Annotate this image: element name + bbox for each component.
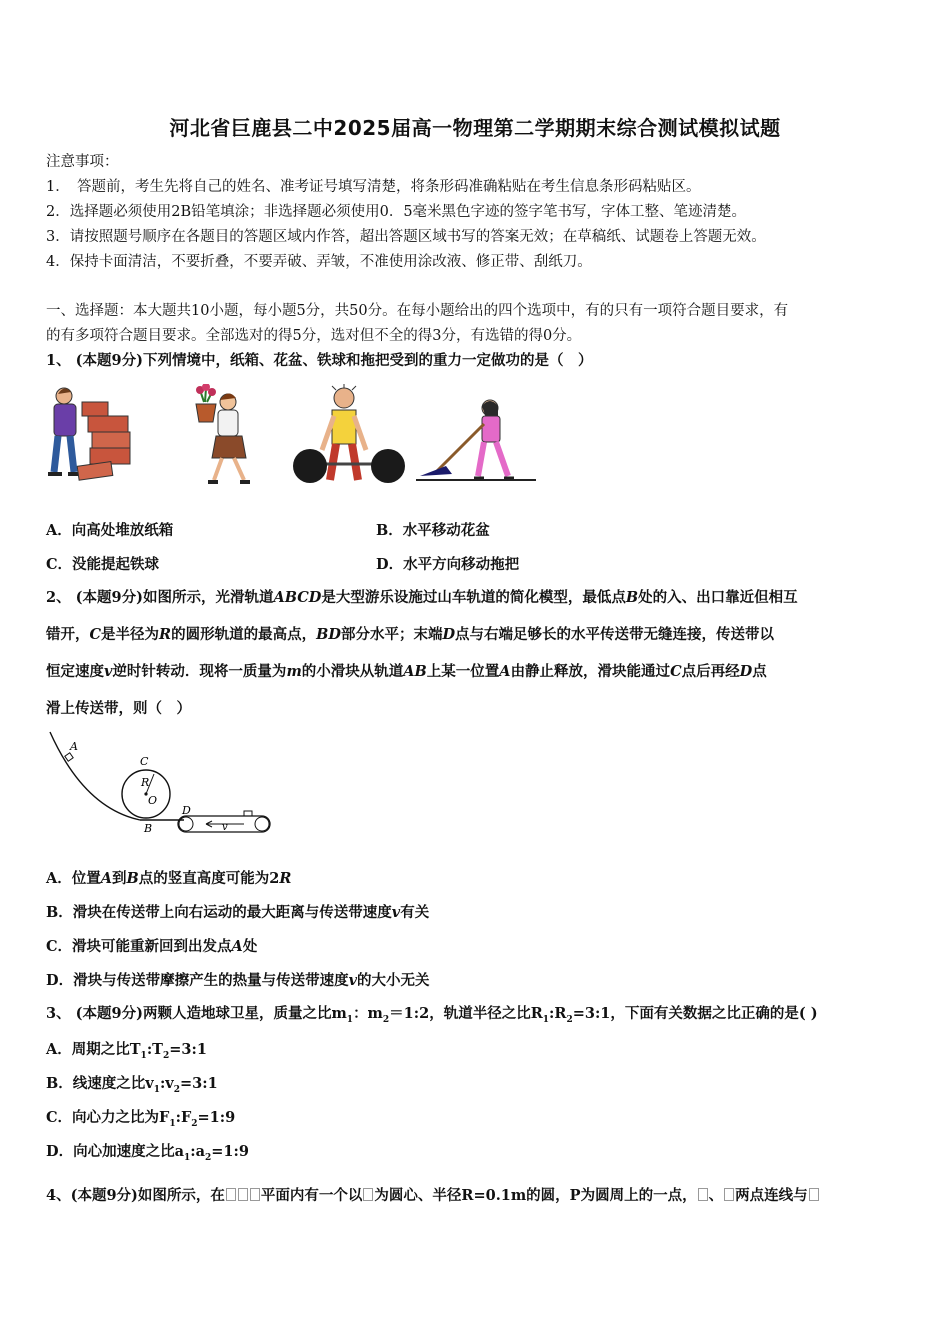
flower-pot-scene-icon bbox=[196, 384, 250, 482]
q1-option-a[interactable]: A．向高处堆放纸箱 bbox=[46, 522, 174, 539]
q1-option-d[interactable]: D．水平方向移动拖把 bbox=[376, 556, 520, 573]
missing-glyph-icon bbox=[809, 1188, 819, 1201]
q1-option-c[interactable]: C．没能提起铁球 bbox=[46, 556, 160, 573]
missing-glyph-icon bbox=[250, 1188, 260, 1201]
q2-stem-line-2: 错开，C是半径为R的圆形轨道的最高点，BD部分水平；末端D点与右端足够长的水平传送带无缝连接，传送带以 bbox=[46, 626, 775, 643]
q2-option-a[interactable]: A．位置A到B点的竖直高度可能为2R bbox=[46, 870, 292, 887]
q1-stem: 1、 (本题9分)下列情境中，纸箱、花盆、铁球和拖把受到的重力一定做功的是（ ） bbox=[46, 352, 593, 369]
q2-stem-line-4: 滑上传送带，则（ ） bbox=[46, 700, 191, 717]
section-instructions-line-2: 的有多项符合题目要求。全部选对的得5分，选对但不全的得3分，有选错的得0分。 bbox=[46, 328, 582, 344]
q3-option-c[interactable]: C．向心力之比为$F_1:F_2=1:9$ bbox=[46, 1109, 236, 1129]
q2-stem-line-3: 恒定速度v逆时针转动．现将一质量为m的小滑块从轨道AB上某一位置A由静止释放，滑块能通过C点后再经D点 bbox=[46, 663, 767, 680]
q3-option-d[interactable]: D．向心加速度之比$a_1:a_2=1:9$ bbox=[46, 1143, 249, 1163]
label-r: R bbox=[141, 776, 150, 789]
label-o: O bbox=[148, 794, 158, 807]
q2-stem-line-1: 2、 (本题9分)如图所示，光滑轨道ABCD是大型游乐设施过山车轨道的简化模型，最低点B处的入、出口靠近但相互 bbox=[46, 589, 798, 606]
q2-option-b[interactable]: B．滑块在传送带上向右运动的最大距离与传送带速度v有关 bbox=[46, 904, 430, 921]
missing-glyph-icon bbox=[698, 1188, 708, 1201]
boxes-scene-icon bbox=[48, 388, 130, 480]
q1-option-b[interactable]: B．水平移动花盆 bbox=[376, 522, 490, 539]
barbell-scene-icon bbox=[293, 384, 405, 483]
q2-option-c[interactable]: C．滑块可能重新回到出发点A处 bbox=[46, 938, 258, 955]
label-d: D bbox=[182, 804, 191, 817]
notice-item-4: 4．保持卡面清洁，不要折叠，不要弄破、弄皱，不准使用涂改液、修正带、刮纸刀。 bbox=[46, 254, 592, 270]
notice-item-1: 1． 答题前，考生先将自己的姓名、准考证号填写清楚，将条形码准确粘贴在考生信息条形码粘贴区。 bbox=[46, 179, 701, 195]
label-v: v bbox=[222, 822, 228, 833]
q1-scenes-illustration bbox=[44, 384, 539, 489]
q2-track-diagram bbox=[44, 728, 278, 838]
q3-option-a[interactable]: A．周期之比$T_1:T_2=3:1$ bbox=[46, 1041, 207, 1061]
section-instructions-line-1: 一、选择题：本大题共10小题，每小题5分，共50分。在每小题给出的四个选项中，有的只有一项符合题目要求，有 bbox=[46, 303, 789, 319]
label-a: A bbox=[70, 740, 78, 753]
missing-glyph-icon bbox=[238, 1188, 248, 1201]
page-title: 河北省巨鹿县二中2025届高一物理第二学期期末综合测试模拟试题 bbox=[169, 116, 781, 140]
notice-heading: 注意事项： bbox=[46, 154, 119, 170]
q3-option-b[interactable]: B．线速度之比$v_1:v_2=3:1$ bbox=[46, 1075, 218, 1095]
q4-stem: 4、(本题9分)如图所示，在 平面内有一个以 为圆心、半径R=0.1m的圆，P为圆周上的一点， 、 两点连线与 bbox=[46, 1186, 820, 1206]
q2-option-d[interactable]: D．滑块与传送带摩擦产生的热量与传送带速度v的大小无关 bbox=[46, 972, 430, 989]
missing-glyph-icon bbox=[724, 1188, 734, 1201]
notice-item-2: 2．选择题必须使用2B铅笔填涂；非选择题必须使用0．5毫米黑色字迹的签字笔书写，字体工整、笔迹清楚。 bbox=[46, 204, 747, 220]
q3-stem: 3、 (本题9分)两颗人造地球卫星，质量之比$m_1$：$m_2=1:2$，轨道半径之比$R_1:R_2=3:1$，下面有关数据之比正确的是( ) bbox=[46, 1005, 818, 1025]
label-c: C bbox=[140, 755, 149, 768]
mop-scene-icon bbox=[416, 400, 536, 480]
label-b: B bbox=[144, 822, 153, 835]
notice-item-3: 3．请按照题号顺序在各题目的答题区域内作答，超出答题区域书写的答案无效；在草稿纸、试题卷上答题无效。 bbox=[46, 229, 766, 245]
missing-glyph-icon bbox=[363, 1188, 373, 1201]
missing-glyph-icon bbox=[226, 1188, 236, 1201]
